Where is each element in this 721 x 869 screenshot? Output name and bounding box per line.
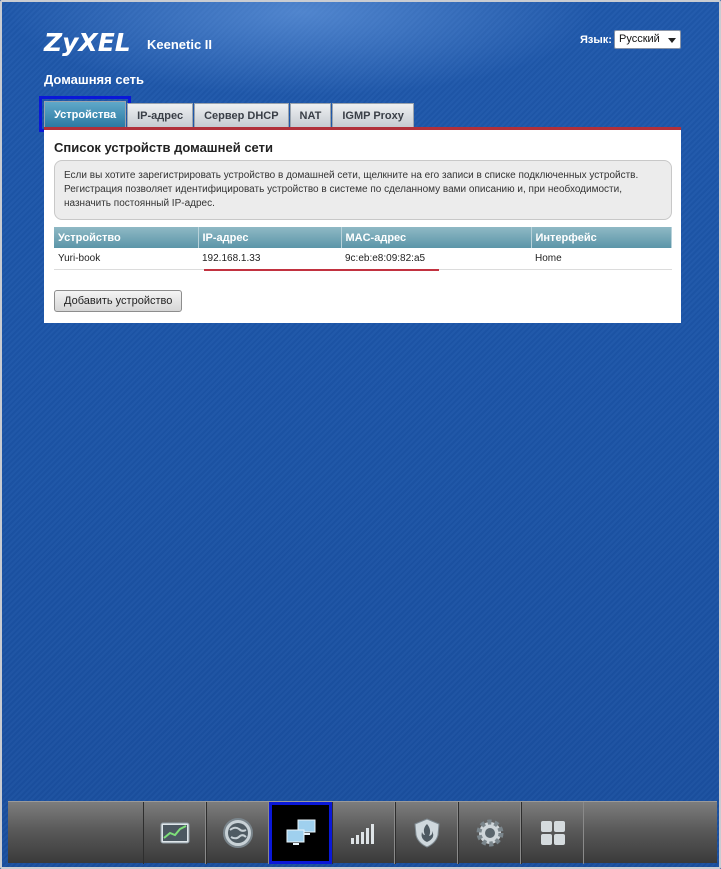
gear-icon xyxy=(473,816,507,850)
tab-bar xyxy=(44,103,415,128)
home-network-icon xyxy=(284,816,318,850)
table-header-row xyxy=(54,227,672,248)
nav-system[interactable] xyxy=(458,802,521,864)
nav-wifi[interactable] xyxy=(332,802,395,864)
nav-home-network[interactable] xyxy=(269,802,332,864)
column-header-ip: IP-адрес xyxy=(198,227,341,248)
nav-monitor[interactable] xyxy=(143,802,206,864)
tab-nat[interactable]: NAT xyxy=(290,103,332,127)
add-device-button[interactable]: Добавить устройство xyxy=(54,290,182,312)
page-title: Домашняя сеть xyxy=(44,72,144,87)
devices-table xyxy=(54,227,672,270)
language-value: Русский xyxy=(619,33,660,45)
model-name: Keenetic II xyxy=(147,37,213,52)
info-box: Если вы хотите зарегистрировать устройство в домашней сети, щелкните на его записи в списке подключенных устройств. Регистрация позволяет идентифицировать устройство в системе по сделанному вами описанию и, при необходимости, назначить постоянный IP-адрес. xyxy=(54,160,672,220)
panel-title: Список устройств домашней сети xyxy=(54,140,273,155)
interface-cell: Home xyxy=(531,248,672,269)
nav-internet[interactable] xyxy=(206,802,269,864)
devices-panel xyxy=(44,130,681,323)
table-row[interactable] xyxy=(54,248,672,269)
column-header-device: Устройство xyxy=(54,227,198,248)
shield-icon xyxy=(410,816,444,850)
chevron-down-icon xyxy=(668,38,676,43)
tab-devices[interactable]: Устройства xyxy=(44,101,126,127)
tab-igmp-proxy[interactable]: IGMP Proxy xyxy=(332,103,414,127)
tab-ip-address[interactable]: IP-адрес xyxy=(127,103,193,127)
wifi-signal-icon xyxy=(347,816,381,850)
language-select[interactable] xyxy=(614,30,681,49)
device-name-cell: Yuri-book xyxy=(54,248,198,269)
nav-apps[interactable] xyxy=(521,802,584,864)
column-header-mac: MAC-адрес xyxy=(341,227,531,248)
ip-cell: 192.168.1.33 xyxy=(198,248,341,269)
tab-dhcp-server[interactable]: Сервер DHCP xyxy=(194,103,288,127)
brand-logo: ZyXEL xyxy=(44,28,131,57)
mac-cell: 9c:eb:e8:09:82:a5 xyxy=(341,248,531,269)
annotation-underline xyxy=(204,269,439,271)
language-label: Язык: xyxy=(580,34,612,46)
bottom-nav-bar xyxy=(8,801,717,863)
nav-security[interactable] xyxy=(395,802,458,864)
monitor-chart-icon xyxy=(158,816,192,850)
globe-icon xyxy=(221,816,255,850)
column-header-interface: Интерфейс xyxy=(531,227,672,248)
apps-grid-icon xyxy=(536,816,570,850)
